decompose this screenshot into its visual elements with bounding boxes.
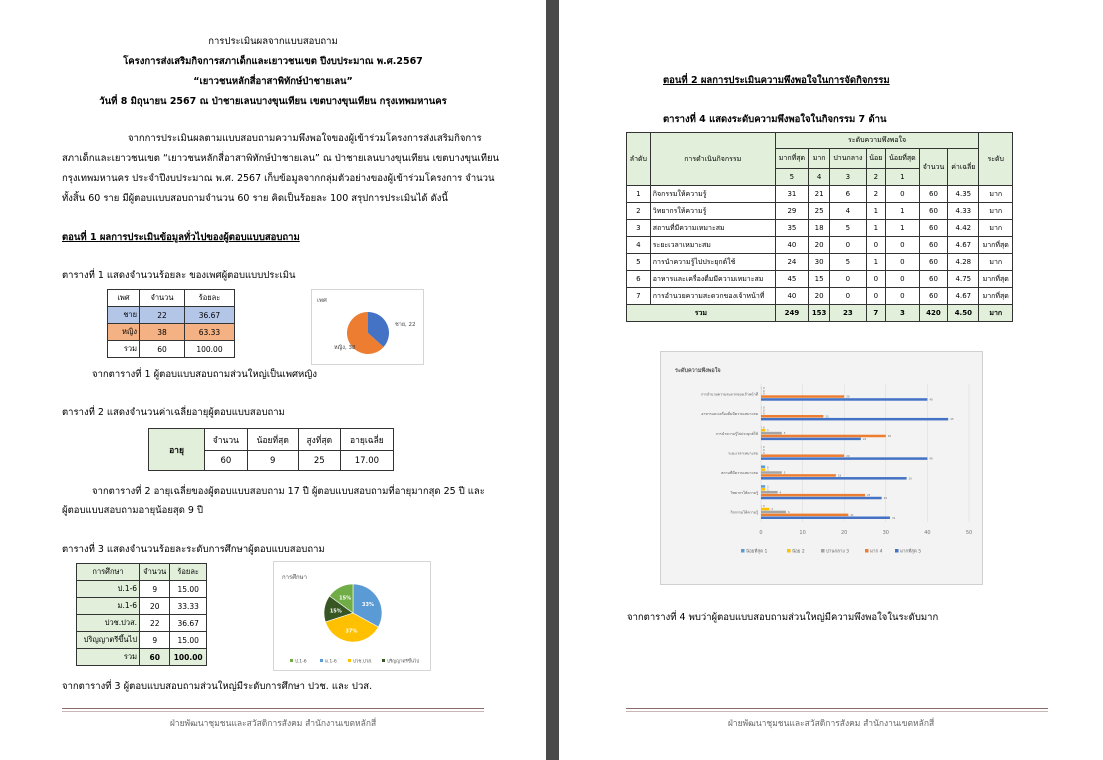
x-tick-label: 10 (799, 530, 806, 536)
table-cell: 4.50 (948, 305, 979, 322)
gender-table (107, 289, 235, 358)
table-cell: 23 (830, 305, 866, 322)
age-table (148, 428, 394, 471)
chart-title: ระดับความพึงพอใจ (675, 368, 721, 374)
table-cell: 20 (809, 237, 830, 254)
table-header: 4 (809, 169, 830, 186)
table-cell: 15.00 (170, 632, 207, 649)
table-header: น้อยที่สุด (885, 149, 919, 169)
table-header: 2 (866, 169, 885, 186)
legend-label: ป.1-6 (295, 659, 307, 665)
table-cell: ป.1-6 (77, 581, 140, 598)
legend-swatch (787, 549, 791, 553)
bar-data-label: 1 (767, 465, 769, 469)
project-name: โครงการส่งเสริมกิจการสภาเด็กและเยาวชนเขต ปีงบประมาณ พ.ศ.2567 (123, 56, 423, 67)
bar-1-3 (761, 415, 823, 418)
table-header: อายุเฉลี่ย (340, 429, 393, 451)
table-3-note: จากตารางที่ 3 ผู้ตอบแบบสอบถามส่วนใหญ่มีระดับการศึกษา ปวช. และ ปวส. (62, 681, 373, 692)
table-cell: 25 (298, 451, 340, 471)
pie-chart-title: เพศ (317, 297, 327, 304)
page-footer: ฝ่ายพัฒนาชุมชนและสวัสดิการสังคม สำนักงานเขตหลักสี่ (169, 719, 377, 729)
table-cell: 60 (919, 271, 947, 288)
legend-swatch (320, 659, 323, 662)
table-header: 5 (775, 169, 808, 186)
table-cell: 36.67 (170, 615, 207, 632)
legend-label: ปานกลาง 3 (826, 549, 849, 555)
footer-divider (62, 711, 484, 712)
table-cell: 21 (809, 186, 830, 203)
y-category-label: วิทยากรให้ความรู้ (730, 490, 758, 495)
table-header: ปานกลาง (830, 149, 866, 169)
bar-5-0 (761, 485, 765, 488)
y-category-label: ระยะเวลาเหมาะสม (728, 451, 758, 456)
bar-4-3 (761, 474, 836, 477)
table-cell: 1 (885, 220, 919, 237)
satisfaction-bar-svg (661, 352, 984, 586)
table-cell: 0 (885, 271, 919, 288)
intro-line-4: ทั้งสิ้น 60 ราย มีผู้ตอบแบบสอบถามจำนวน 60 ราย คิดเป็นร้อยละ 100 สรุปการประเมินได้ ดังนี้ (62, 193, 448, 204)
table-cell: การอำนวยความสะดวกของเจ้าหน้าที่ (650, 288, 775, 305)
footer-divider (626, 708, 1048, 709)
x-tick-label: 50 (965, 530, 973, 536)
table-cell: 60 (919, 254, 947, 271)
table-cell: 15.00 (170, 581, 207, 598)
bar-5-2 (761, 491, 778, 494)
table-cell: ระยะเวลาเหมาะสม (650, 237, 775, 254)
bar-data-label: 0 (763, 389, 765, 393)
project-subtitle: “เยาวชนหลักสี่อาสาพิทักษ์ป่าชายเลน” (193, 76, 353, 87)
table-1-note: จากตารางที่ 1 ผู้ตอบแบบสอบถามส่วนใหญ่เป็นเพศหญิง (92, 369, 318, 380)
x-tick-label: 0 (759, 530, 763, 536)
bar-data-label: 45 (950, 418, 954, 422)
bar-data-label: 21 (850, 513, 854, 517)
table-cell: ปริญญาตรีขึ้นไป (77, 632, 140, 649)
table-cell: 17.00 (340, 451, 393, 471)
table-cell: 20 (140, 598, 170, 615)
bar-data-label: 25 (867, 494, 871, 498)
document-page-right (559, 0, 1103, 760)
page-gutter (546, 0, 559, 760)
table-cell: 22 (140, 615, 170, 632)
bar-5-4 (761, 497, 882, 500)
table-cell: 0 (866, 271, 885, 288)
bar-6-3 (761, 514, 848, 517)
bar-data-label: 0 (763, 448, 765, 452)
legend-label: ม.1-6 (325, 659, 337, 665)
table-cell: 60 (140, 341, 185, 358)
table-cell: 6 (627, 271, 651, 288)
table-cell: 100.00 (184, 341, 234, 358)
table-cell: 2 (627, 203, 651, 220)
bar-2-2 (761, 432, 782, 435)
table-cell: มากที่สุด (979, 237, 1013, 254)
table-header: จำนวน (140, 564, 170, 581)
bar-4-1 (761, 468, 765, 471)
table-cell: 45 (775, 271, 808, 288)
legend-label: มาก 4 (870, 549, 883, 555)
table-cell: 40 (775, 237, 808, 254)
table-cell: ปวช.ปวส. (77, 615, 140, 632)
table-header: 3 (830, 169, 866, 186)
table-2-note-1: จากตารางที่ 2 อายุเฉลี่ยของผู้ตอบแบบสอบถาม 17 ปี ผู้ตอบแบบสอบถามที่อายุมากสุด 25 ปี และ (92, 486, 485, 497)
bar-data-label: 24 (862, 437, 867, 441)
gender-pie-svg (312, 290, 425, 366)
table-cell: กิจกรรมให้ความรู้ (650, 186, 775, 203)
table-3-caption: ตารางที่ 3 แสดงจำนวนร้อยละระดับการศึกษาผู้ตอบแบบสอบถาม (62, 544, 325, 555)
y-category-label: อาหารและเครื่องดื่มมีความเหมาะสม (701, 412, 758, 417)
bar-4-0 (761, 465, 765, 468)
legend-swatch (348, 659, 351, 662)
bar-data-label: 0 (763, 446, 765, 450)
table-cell: 60 (919, 288, 947, 305)
table-header: น้อยที่สุด (247, 429, 298, 451)
table-cell: 4.28 (948, 254, 979, 271)
table-header: จำนวน (140, 290, 185, 307)
legend-swatch (821, 549, 825, 553)
x-tick-label: 40 (924, 530, 931, 536)
bar-5-1 (761, 488, 765, 491)
bar-data-label: 0 (763, 412, 765, 416)
project-date-place: วันที่ 8 มิถุนายน 2567 ณ ป่าชายเลนบางขุนเทียน เขตบางขุนเทียน กรุงเทพมหานคร (99, 96, 447, 107)
table-cell: 60 (919, 203, 947, 220)
x-tick-label: 30 (882, 530, 889, 536)
bar-data-label: 1 (767, 488, 769, 492)
table-cell: 6 (830, 186, 866, 203)
legend-label: ปริญญาตรีขึ้นไป (387, 659, 420, 665)
bar-data-label: 30 (887, 435, 892, 439)
bar-0-3 (761, 395, 844, 398)
bar-3-3 (761, 454, 844, 457)
table-row (627, 288, 1013, 305)
table-cell: 0 (885, 288, 919, 305)
table-cell: 1 (866, 254, 885, 271)
table-header: จำนวน (919, 149, 947, 186)
legend-label: น้อยที่สุด 1 (746, 549, 768, 555)
bar-0-4 (761, 398, 927, 401)
table-cell: ม.1-6 (77, 598, 140, 615)
bar-data-label: 40 (929, 457, 933, 461)
bar-2-4 (761, 438, 861, 441)
bar-data-label: 0 (763, 406, 765, 410)
table-cell: 0 (866, 237, 885, 254)
legend-label: มากที่สุด 5 (900, 549, 922, 555)
table-cell: 40 (775, 288, 808, 305)
table-cell: 4.35 (948, 186, 979, 203)
bar-data-label: 20 (846, 395, 850, 399)
education-pie-svg (274, 562, 432, 672)
table-header: ร้อยละ (170, 564, 207, 581)
table-cell: 24 (775, 254, 808, 271)
table-cell: มาก (979, 254, 1013, 271)
table-cell: 36.67 (184, 307, 234, 324)
bar-2-3 (761, 435, 886, 438)
satisfaction-bar-chart (660, 351, 983, 585)
bar-data-label: 40 (929, 398, 933, 402)
table-2-note-2: ผู้ตอบแบบสอบถามอายุน้อยสุด 9 ปี (62, 505, 203, 516)
table-cell: 4.67 (948, 237, 979, 254)
table-row (627, 203, 1013, 220)
table-cell: 0 (866, 288, 885, 305)
bar-6-2 (761, 511, 786, 514)
table-cell: รวม (108, 341, 140, 358)
table-2-caption: ตารางที่ 2 แสดงจำนวนค่าเฉลี่ยอายุผู้ตอบแบบสอบถาม (62, 407, 285, 418)
table-cell: 4.33 (948, 203, 979, 220)
table-cell: 0 (885, 186, 919, 203)
bar-data-label: 20 (846, 454, 850, 458)
table-header: น้อย (866, 149, 885, 169)
table-cell: 25 (809, 203, 830, 220)
pie-chart-title: การศึกษา (282, 574, 307, 581)
table-header: จำนวน (205, 429, 248, 451)
table-header-group: ระดับความพึงพอใจ (775, 133, 979, 149)
table-cell: 5 (830, 254, 866, 271)
table-cell: 20 (809, 288, 830, 305)
table-cell: 33.33 (170, 598, 207, 615)
table-header: มากที่สุด (775, 149, 808, 169)
bar-data-label: 0 (763, 409, 765, 413)
footer-divider (62, 708, 484, 709)
table-row (627, 254, 1013, 271)
bar-6-1 (761, 508, 769, 511)
table-cell: การนำความรู้ไปประยุกต์ใช้ (650, 254, 775, 271)
page-footer: ฝ่ายพัฒนาชุมชนและสวัสดิการสังคม สำนักงานเขตหลักสี่ (727, 719, 935, 729)
bar-data-label: 15 (825, 415, 829, 419)
report-title: การประเมินผลจากแบบสอบถาม (208, 36, 338, 47)
table-cell: 9 (140, 632, 170, 649)
table-cell: 18 (809, 220, 830, 237)
bar-data-label: 31 (891, 516, 896, 520)
table-cell: มาก (979, 186, 1013, 203)
section-2-heading: ตอนที่ 2 ผลการประเมินความพึงพอใจในการจัดกิจกรรม (663, 75, 890, 86)
table-cell: 29 (775, 203, 808, 220)
intro-line-2: สภาเด็กและเยาวชนเขต “เยาวชนหลักสี่อาสาพิทักษ์ป่าชายเลน” ณ ป่าชายเลนบางขุนเทียน เขตบางขุนเทียน (62, 153, 500, 164)
legend-swatch (290, 659, 293, 662)
bar-data-label: 2 (771, 508, 773, 512)
table-cell: 0 (885, 254, 919, 271)
table-cell: 0 (830, 237, 866, 254)
y-category-label: กิจกรรมให้ความรู้ (730, 510, 758, 515)
table-cell: วิทยากรให้ความรู้ (650, 203, 775, 220)
table-cell: 63.33 (184, 324, 234, 341)
legend-label: น้อย 2 (792, 549, 805, 555)
bar-5-3 (761, 494, 865, 497)
pie-data-label: 15% (329, 608, 342, 615)
table-cell: 0 (830, 288, 866, 305)
bar-data-label: 1 (767, 468, 769, 472)
table-cell: 60 (919, 186, 947, 203)
legend-label: ปวช.ปวส. (353, 659, 373, 665)
table-cell: มาก (979, 305, 1013, 322)
table-cell: 4 (830, 203, 866, 220)
table-cell: รวม (77, 649, 140, 666)
bar-3-4 (761, 457, 927, 460)
table-cell: 1 (885, 203, 919, 220)
pie-data-label: 33% (361, 602, 374, 609)
table-cell: 5 (830, 220, 866, 237)
table-cell: มากที่สุด (979, 288, 1013, 305)
table-cell: 9 (247, 451, 298, 471)
table-cell: 7 (627, 288, 651, 305)
table-header: ค่าเฉลี่ย (948, 149, 979, 186)
table-cell: 0 (830, 271, 866, 288)
pie-label-male: ชาย, 22 (395, 322, 416, 328)
table-cell: มาก (979, 220, 1013, 237)
table-header: ลำดับ (627, 133, 651, 186)
bar-data-label: 5 (783, 432, 786, 436)
x-tick-label: 20 (841, 530, 848, 536)
table-cell: 30 (809, 254, 830, 271)
table-header: 1 (885, 169, 919, 186)
legend-swatch (865, 549, 869, 553)
table-header: การศึกษา (77, 564, 140, 581)
table-cell: 60 (919, 220, 947, 237)
table-cell: 15 (809, 271, 830, 288)
bar-data-label: 29 (883, 497, 887, 501)
table-cell: 4.75 (948, 271, 979, 288)
bar-data-label: 1 (767, 485, 769, 489)
table-cell: 420 (919, 305, 947, 322)
table-cell: 249 (775, 305, 808, 322)
table-row (627, 186, 1013, 203)
bar-data-label: 0 (763, 451, 765, 455)
age-row-label: อายุ (149, 429, 205, 471)
table-cell: 2 (866, 186, 885, 203)
table-cell: 4 (627, 237, 651, 254)
intro-line-1: จากการประเมินผลตามแบบสอบถามความพึงพอใจของผู้เข้าร่วมโครงการส่งเสริมกิจการ (128, 133, 482, 144)
table-header: ร้อยละ (184, 290, 234, 307)
gender-pie-chart (311, 289, 424, 365)
document-page-left (0, 0, 546, 760)
table-cell: 60 (205, 451, 248, 471)
table-cell: 1 (866, 220, 885, 237)
table-cell: 35 (775, 220, 808, 237)
table-cell: 1 (627, 186, 651, 203)
footer-divider (626, 711, 1048, 712)
table-cell: 9 (140, 581, 170, 598)
table-cell: 4.42 (948, 220, 979, 237)
legend-swatch (895, 549, 899, 553)
table-cell: 38 (140, 324, 185, 341)
section-1-heading: ตอนที่ 1 ผลการประเมินข้อมูลทั่วไปของผู้ตอบแบบสอบถาม (62, 232, 300, 243)
table-header: ระดับ (979, 133, 1013, 186)
y-category-label: การอำนวยความสะดวกของเจ้าหน้าที่ (700, 392, 758, 397)
bar-data-label: 4 (779, 491, 782, 495)
table-header: เพศ (108, 290, 140, 307)
table-header: สูงที่สุด (298, 429, 340, 451)
table-cell: ชาย (108, 307, 140, 324)
satisfaction-table (626, 132, 1013, 322)
bar-data-label: 1 (767, 429, 769, 433)
table-cell: 0 (885, 237, 919, 254)
table-cell: 100.00 (170, 649, 207, 666)
pie-data-label: 15% (339, 595, 352, 602)
table-cell: 153 (809, 305, 830, 322)
table-cell: 4.67 (948, 288, 979, 305)
legend-swatch (382, 659, 385, 662)
legend-swatch (741, 549, 745, 553)
table-cell: 60 (919, 237, 947, 254)
table-row (627, 271, 1013, 288)
table-row (627, 237, 1013, 254)
table-cell: มากที่สุด (979, 271, 1013, 288)
table-cell: 3 (885, 305, 919, 322)
intro-line-3: กรุงเทพมหานคร ประจำปีงบประมาณ พ.ศ. 2567 เก็บข้อมูลจากกลุ่มตัวอย่างของผู้เข้าร่วมโครงการ จำนวน (62, 173, 495, 184)
table-cell: 31 (775, 186, 808, 203)
bar-4-4 (761, 477, 907, 480)
education-table (76, 563, 207, 666)
bar-1-4 (761, 418, 948, 421)
bar-data-label: 5 (783, 471, 786, 475)
table-cell: 1 (866, 203, 885, 220)
table-header: มาก (809, 149, 830, 169)
bar-6-4 (761, 516, 890, 519)
bar-data-label: 18 (837, 474, 842, 478)
table-cell: อาหารและเครื่องดื่มมีความเหมาะสม (650, 271, 775, 288)
bar-data-label: 0 (763, 505, 765, 509)
table-cell: 3 (627, 220, 651, 237)
table-cell: หญิง (108, 324, 140, 341)
table-cell: สถานที่มีความเหมาะสม (650, 220, 775, 237)
table-cell: รวม (627, 305, 776, 322)
table-4-note: จากตารางที่ 4 พบว่าผู้ตอบแบบสอบถามส่วนใหญ่มีความพึงพอใจในระดับมาก (627, 612, 939, 623)
table-4-caption: ตารางที่ 4 แสดงระดับความพึงพอใจในกิจกรรม 7 ด้าน (663, 114, 887, 125)
y-category-label: การนำความรู้ไปประยุกต์ใช้ (715, 431, 758, 436)
table-cell: 7 (866, 305, 885, 322)
table-1-caption: ตารางที่ 1 แสดงจำนวนร้อยละ ของเพศผู้ตอบแบบประเมิน (62, 270, 296, 281)
table-row (627, 220, 1013, 237)
bar-data-label: 35 (908, 477, 912, 481)
table-cell: มาก (979, 203, 1013, 220)
pie-data-label: 37% (345, 628, 358, 635)
education-pie-chart (273, 561, 431, 671)
table-cell: 5 (627, 254, 651, 271)
table-cell: 60 (140, 649, 170, 666)
y-category-label: สถานที่มีความเหมาะสม (721, 471, 758, 476)
bar-data-label: 0 (763, 426, 765, 430)
pie-label-female: หญิง, 38 (334, 345, 356, 351)
table-header: การดำเนินกิจกรรม (650, 133, 775, 186)
bar-2-1 (761, 429, 765, 432)
bar-data-label: 6 (787, 510, 790, 514)
bar-data-label: 0 (763, 392, 765, 396)
bar-4-2 (761, 471, 782, 474)
bar-data-label: 0 (763, 386, 765, 390)
table-cell: 22 (140, 307, 185, 324)
